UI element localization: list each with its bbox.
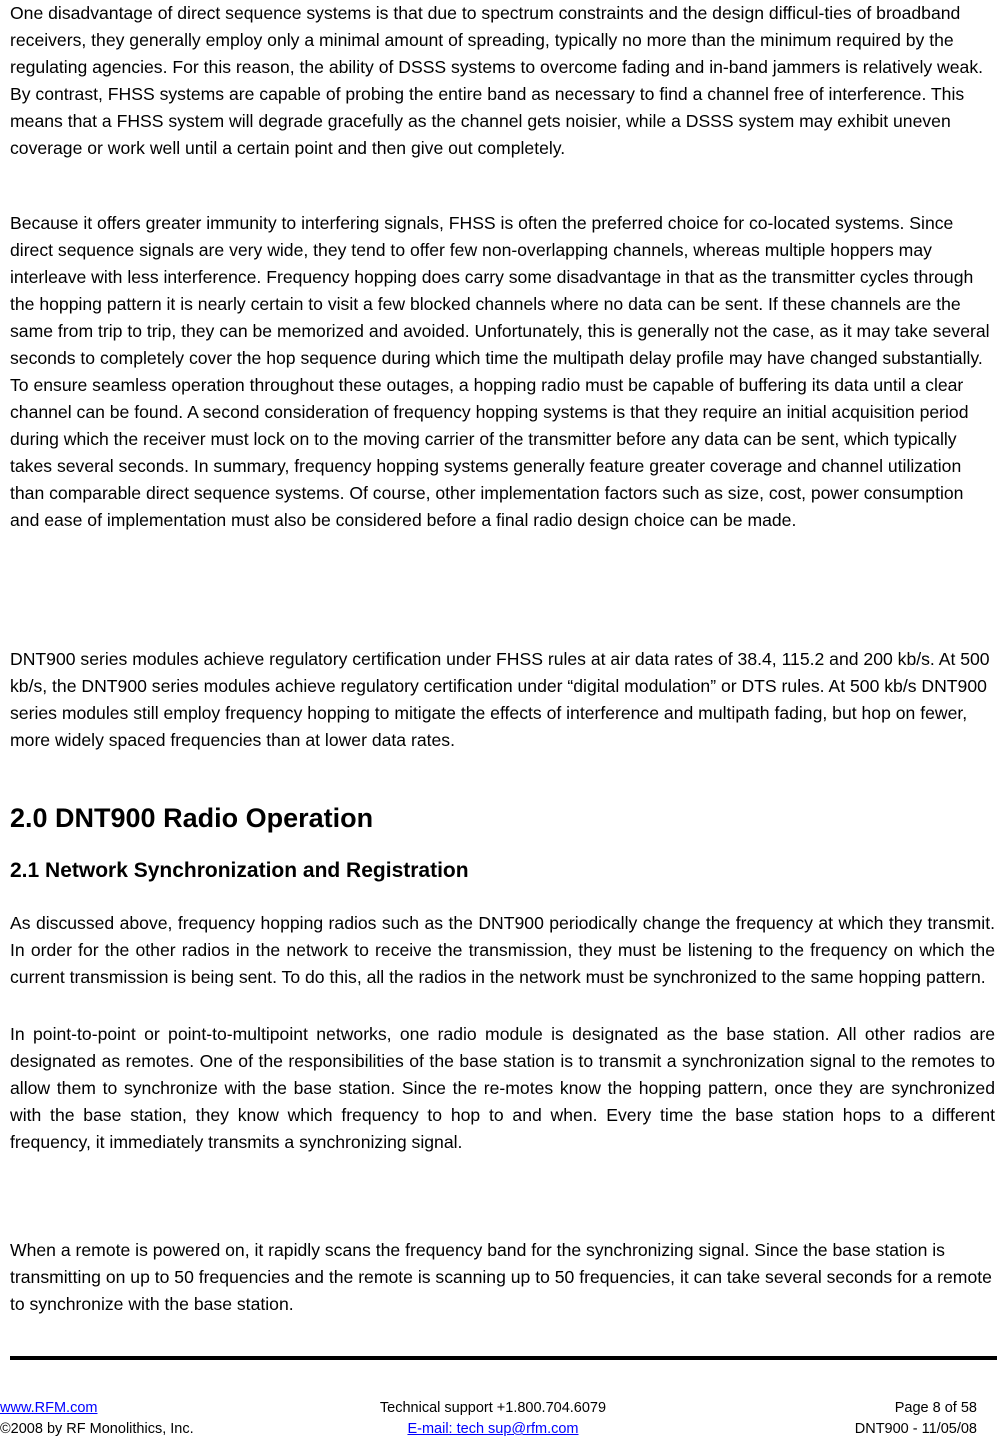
support-phone: Technical support +1.800.704.6079 (379, 1400, 607, 1416)
paragraph-dnt900-certification: DNT900 series modules achieve regulatory certification under FHSS rules at air data rates of 38.4, 115.2 and 200 kb/s. At 500 kb/s, the DNT900 series modules achieve regulatory certification under “digital modulation” or DTS rules. At 500 kb/s DNT900 series modules still employ frequency hopping to mitigate the effects of interference and multipath fading, but hop on fewer, more widely spaced frequencies than at lower data rates. (10, 649, 990, 750)
subsection-heading: 2.1 Network Synchronization and Registration (10, 859, 469, 882)
section-heading: 2.0 DNT900 Radio Operation (10, 803, 374, 833)
email-link[interactable]: E-mail: tech sup@rfm.com (407, 1421, 579, 1437)
paragraph-fhss-immunity: Because it offers greater immunity to interfering signals, FHSS is often the preferred choice for co-located systems. Since direct sequence signals are very wide, they tend to offer few non-overlapping channels, whereas multiple hoppers may interleave with less interference. Frequency hopping does carry some disadvantage in that as the transmitter cycles through the hopping pattern it is nearly certain to visit a few blocked channels where no data can be sent. If these channels are the same from trip to trip, they can be memorized and avoided. Unfortunately, this is generally not the case, as it may take several seconds to completely cover the hop sequence during which time the multipath delay profile may have changed substantially. To ensure seamless operation throughout these outages, a hopping radio must be capable of buffering its data until a clear channel can be found. A second consideration of frequency hopping systems is that they require an initial acquisition period during which the receiver must lock on to the moving carrier of the transmitter before any data can be sent, which typically takes several seconds. In summary, frequency hopping systems generally feature greater coverage and channel utilization than comparable direct sequence systems. Of course, other implementation factors such as size, cost, power consumption and ease of implementation must also be considered before a final radio design choice can be made. (10, 213, 990, 530)
paragraph-synchronization: As discussed above, frequency hopping radios such as the DNT900 periodically change the frequency at which they transmit. In order for the other radios in the network to receive the transmission, they must be listening to the frequency on which the current transmission is being sent. To do this, all the radios in the network must be synchronized to the same hopping pattern. (10, 913, 995, 987)
paragraph-base-station: In point-to-point or point-to-multipoint networks, one radio module is designated as the base station. All other radios are designated as remotes. One of the responsibilities of the base station is to transmit a synchronization signal to the remotes to allow them to synchronize with the base station. Since the re-motes know the hopping pattern, once they are synchronized with the base station, they know which frequency to hop to and when. Every time the base station hops to a different frequency, it immediately transmits a synchronizing signal. (10, 1024, 995, 1152)
page-number: Page 8 of 58 (894, 1400, 977, 1416)
website-link[interactable]: www.RFM.com (0, 1400, 98, 1416)
footer-divider (10, 1356, 997, 1360)
copyright: ©2008 by RF Monolithics, Inc. (0, 1421, 194, 1437)
paragraph-remote-power-on: When a remote is powered on, it rapidly scans the frequency band for the synchronizing signal. Since the base station is transmitting on up to 50 frequencies and the remote is scanning up to 50 frequencies, it can take several seconds for a remote to synchronize with the base station. (10, 1240, 992, 1314)
paragraph-dsss-disadvantage: One disadvantage of direct sequence systems is that due to spectrum constraints and the design difficul-ties of broadband receivers, they generally employ only a minimal amount of spreading, typically no more than the minimum required by the regulating agencies. For this reason, the ability of DSSS systems to overcome fading and in-band jammers is relatively weak. By contrast, FHSS systems are capable of probing the entire band as necessary to find a channel free of interference. This means that a FHSS system will degrade gracefully as the channel gets noisier, while a DSSS system may exhibit uneven coverage or work well until a certain point and then give out completely. (10, 3, 983, 158)
document-id: DNT900 - 11/05/08 (854, 1421, 977, 1437)
email-line (300, 1419, 686, 1440)
